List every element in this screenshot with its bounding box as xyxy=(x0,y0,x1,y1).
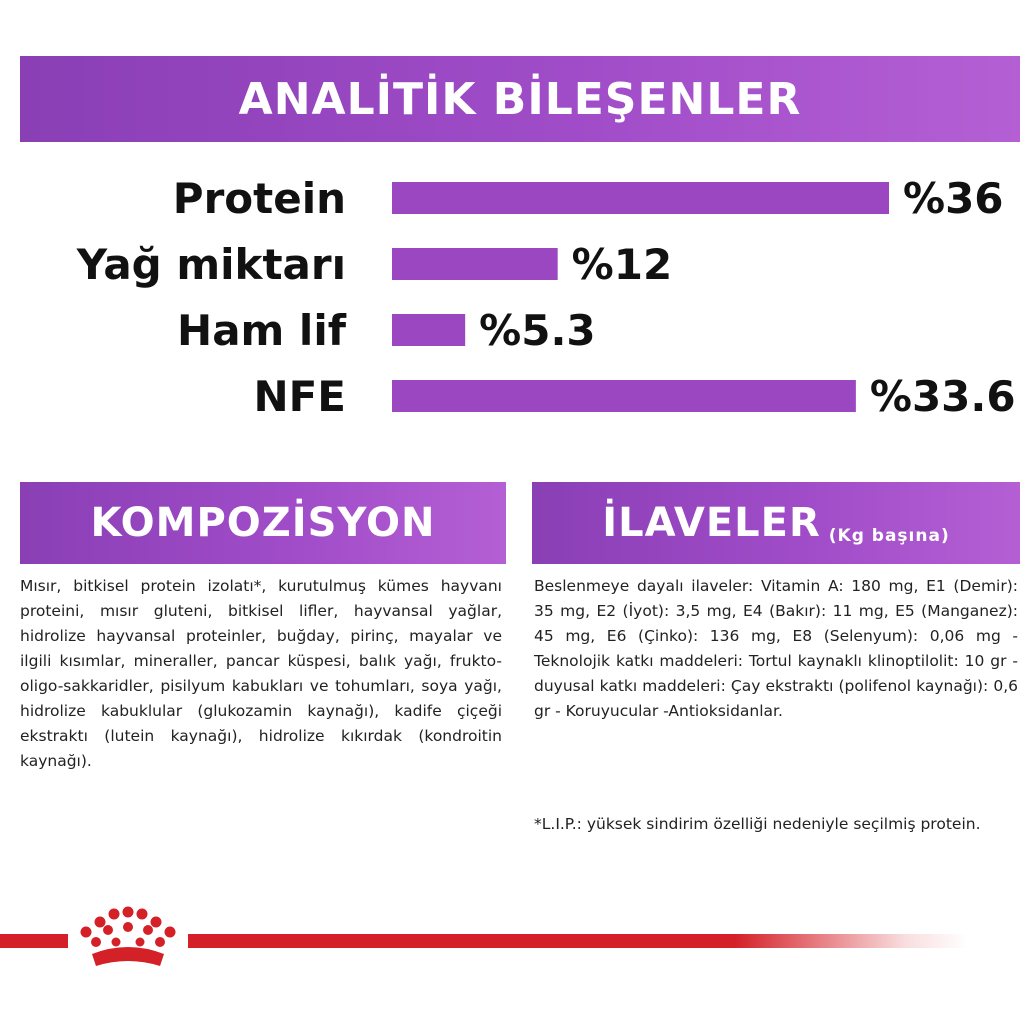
royal-canin-crown-icon xyxy=(72,906,184,972)
value-label: %33.6 xyxy=(869,372,1016,421)
value-label: %36 xyxy=(903,174,1004,223)
footer-stripe-left xyxy=(0,934,68,948)
additives-title: İLAVELER xyxy=(602,500,821,546)
bar xyxy=(392,380,856,412)
analytic-components-chart xyxy=(0,160,1024,430)
bar xyxy=(392,248,558,280)
category-label: Yağ miktarı xyxy=(76,240,346,289)
additives-banner xyxy=(532,482,1020,564)
category-label: NFE xyxy=(253,372,346,421)
category-label: Protein xyxy=(172,174,346,223)
additives-text: Beslenmeye dayalı ilaveler: Vitamin A: 180 mg, E1 (Demir): 35 mg, E2 (İyot): 3,5 mg, E4 (Bakır): 11 mg, E5 (Manganez): 45 mg, E6 (Çinko): 136 mg, E8 (Selenyum): 0,06 mg - Teknolojik katkı maddeleri: Tortul kaynaklı klinoptilolit: 10 gr - duyusal katkı maddeleri: Çay ekstraktı (polifenol kaynağı): 0,6 gr - Koruyucular -Antioksidanlar. xyxy=(534,577,1018,720)
bar xyxy=(392,182,889,214)
composition-text: Mısır, bitkisel protein izolatı*, kurutulmuş kümes hayvanı proteini, mısır gluteni, bitkisel lifler, hayvansal yağlar, hidrolize hayvansal proteinler, buğday, pirinç, mayalar ve ilgili kısımlar, mineraller, pancar küspesi, balık yağı, frukto-oligo-sakkaridler, pisilyum kabukları ve tohumları, soya yağı, hidrolize kabuklular (glukozamin kaynağı), kadife çiçeği ekstraktı (lutein kaynağı), hidrolize kıkırdak (kondroitin kaynağı). xyxy=(20,577,502,770)
additives-subtitle: (Kg başına) xyxy=(828,526,950,546)
banner-title: ANALİTİK BİLEŞENLER xyxy=(238,73,802,125)
value-label: %5.3 xyxy=(479,306,596,355)
analytic-components-banner xyxy=(20,56,1020,142)
composition-title: KOMPOZİSYON xyxy=(90,500,436,546)
additives-footnote: *L.I.P.: yüksek sindirim özelliği nedeniyle seçilmiş protein. xyxy=(534,815,981,833)
value-label: %12 xyxy=(571,240,673,289)
footer-stripe-right xyxy=(188,934,968,948)
composition-banner xyxy=(20,482,506,564)
category-label: Ham lif xyxy=(177,306,346,355)
bar xyxy=(392,314,465,346)
